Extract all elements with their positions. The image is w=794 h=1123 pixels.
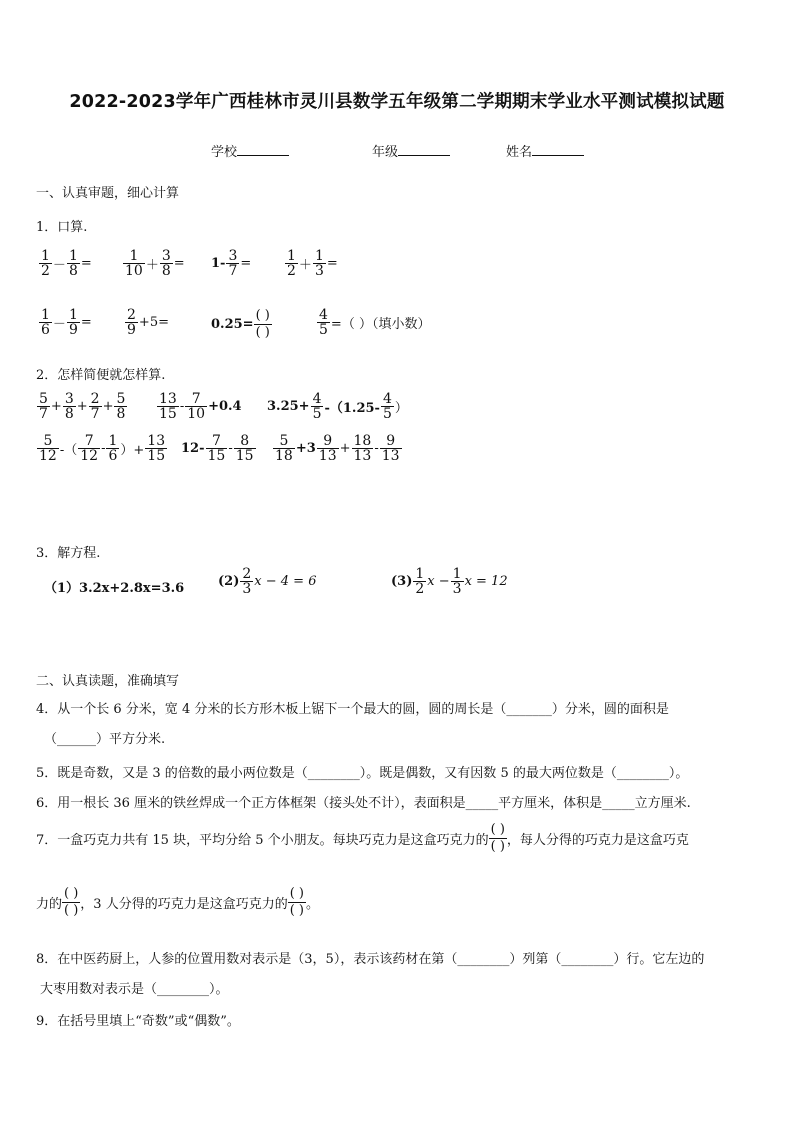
expression-text: － [52, 317, 66, 332]
q1-expr-4 [284, 249, 338, 278]
fraction [37, 434, 59, 463]
answer-paren: ( ) [289, 903, 304, 919]
school-label: 学校 [211, 145, 238, 160]
q8-line-1: 8．在中医药厨上，人参的位置用数对表示是（3，5），表示该药材在第（________）列第（________）行。它左边的 [36, 952, 705, 967]
fraction-numerator: 4 [382, 391, 392, 407]
fraction-denominator: 13 [318, 448, 337, 464]
q3-eq-3 [391, 567, 508, 596]
q7-line-1 [36, 822, 689, 856]
q1-expr-1 [38, 249, 92, 278]
fraction-denominator: 8 [161, 263, 171, 279]
expression-text: = [80, 315, 92, 330]
fraction-numerator: 3 [64, 391, 74, 407]
fraction [273, 434, 295, 463]
q6-text: 6．用一根长 36 厘米的铁丝焊成一个正方体框架（接头处不计），表面积是_____平方厘米，体积是_____立方厘米. [36, 796, 691, 811]
fraction-denominator: 3 [242, 581, 252, 597]
fraction-numerator: 2 [127, 307, 136, 323]
expression-text: - [179, 399, 185, 414]
school-field [211, 141, 289, 160]
fraction [157, 392, 179, 421]
fraction-denominator: 5 [319, 322, 328, 338]
fraction-numerator: 1 [41, 307, 50, 323]
q2-label: 2．怎样简便就怎样算. [36, 368, 166, 383]
fraction-numerator: 3 [161, 248, 171, 264]
fraction-numerator: 7 [84, 433, 94, 449]
fraction-denominator: 12 [39, 448, 57, 464]
fraction [63, 392, 76, 421]
q2-expr-4 [36, 434, 168, 463]
fraction [106, 434, 119, 463]
expression-text: x − [427, 574, 450, 589]
fraction-numerator: 2 [90, 391, 100, 407]
fraction-denominator: 13 [353, 448, 372, 464]
q7-line-2 [36, 886, 319, 920]
q4-line-2: （______）平方分米. [44, 732, 166, 747]
section-2-heading: 二、认真读题，准确填写 [36, 674, 180, 689]
expression-text: - [101, 441, 106, 456]
expression-text: = [80, 256, 92, 271]
expression-text: 3.25+ [267, 399, 310, 414]
fraction-numerator: 7 [191, 391, 201, 407]
answer-paren: ( ) [64, 903, 79, 919]
fraction [78, 434, 100, 463]
q1-expr-8 [316, 308, 430, 337]
fraction-denominator: 10 [187, 406, 206, 422]
fraction [380, 434, 402, 463]
answer-paren: ( ) [64, 886, 79, 901]
expression-text: + [76, 399, 88, 414]
expression-text: + [339, 441, 351, 456]
q5-text: 5．既是奇数，又是 3 的倍数的最小两位数是（________）。既是偶数，又有因数 5 的最大两位数是（________）。 [36, 766, 689, 781]
expression-text: x − 4 = 6 [254, 574, 317, 589]
expression-text: ，每人分得的巧克力是这盒巧克 [506, 833, 689, 849]
fraction-denominator: 15 [207, 448, 226, 464]
expression-text: ）+ [120, 443, 145, 458]
page-title: 2022-2023学年广西桂林市灵川县数学五年级第二学期期末学业水平测试模拟试题 [69, 92, 725, 112]
q1-expr-3 [211, 249, 251, 278]
fraction-denominator: 9 [127, 322, 136, 338]
answer-paren: ( ) [289, 886, 304, 901]
q1-label: 1．口算. [36, 220, 88, 235]
fraction [185, 392, 207, 421]
fraction-denominator: 6 [108, 448, 118, 464]
fraction-denominator: 15 [235, 448, 254, 464]
expression-text: -（ [59, 443, 78, 458]
fraction-denominator: 13 [381, 448, 400, 464]
fraction-numerator: 1 [68, 307, 78, 323]
q1-expr-7 [211, 308, 272, 342]
fraction-numerator: 13 [147, 433, 166, 449]
name-label: 姓名 [506, 145, 533, 160]
fraction [313, 249, 326, 278]
answer-paren: ( ) [255, 308, 270, 323]
expression-text: 力的 [36, 897, 63, 913]
expression-text: 0.25= [211, 317, 254, 333]
fraction-numerator: 13 [159, 391, 177, 407]
fraction-denominator: 10 [125, 263, 143, 279]
q3-eq-2 [218, 567, 316, 596]
fraction-numerator: 5 [39, 391, 48, 407]
fraction-denominator: 7 [39, 406, 48, 422]
fraction-numerator: 5 [279, 433, 289, 449]
fraction-denominator: 5 [312, 406, 322, 422]
fraction-numerator: 2 [242, 566, 252, 582]
fraction [234, 434, 256, 463]
fraction [311, 392, 324, 421]
fraction-numerator: 8 [240, 433, 250, 449]
expression-text: 12- [181, 441, 205, 456]
expression-text: +0.4 [208, 399, 242, 414]
expression-text: -（1.25- [324, 401, 380, 416]
name-blank [532, 143, 584, 156]
q2-expr-3 [267, 392, 408, 421]
q9-text: 9．在括号里填上“奇数”或“偶数”。 [36, 1014, 240, 1029]
q2-expr-5 [181, 434, 257, 463]
q8-line-2: 大枣用数对表示是（________）。 [40, 982, 229, 997]
fraction-numerator: 1 [452, 566, 462, 582]
fraction-denominator: 9 [68, 322, 78, 338]
fraction-denominator: 3 [314, 263, 324, 279]
fraction [451, 567, 464, 596]
fraction [89, 392, 102, 421]
expression-text [254, 308, 272, 342]
fraction [381, 392, 394, 421]
fraction-denominator: 8 [116, 406, 126, 422]
fraction-numerator: 4 [319, 307, 328, 323]
fraction [285, 249, 298, 278]
fraction [240, 567, 253, 596]
fraction-numerator: 9 [323, 433, 333, 449]
fraction [114, 392, 127, 421]
fraction-numerator: 9 [386, 433, 396, 449]
expression-text: - [374, 441, 379, 456]
fraction [67, 249, 80, 278]
expression-text: x = 12 [464, 574, 508, 589]
q7-fraction-blank-3 [288, 886, 306, 920]
fraction-numerator: 3 [228, 248, 238, 264]
fraction [145, 434, 167, 463]
q3-label: 3．解方程. [36, 546, 101, 561]
fraction [39, 308, 52, 337]
fraction-denominator: 2 [415, 581, 425, 597]
fraction [317, 308, 330, 337]
expression-text: +3 [295, 441, 316, 456]
school-blank [237, 143, 289, 156]
expression-text: 1- [211, 256, 226, 271]
fraction-numerator: 1 [68, 248, 78, 264]
fraction [206, 434, 228, 463]
fraction-numerator: 1 [287, 248, 296, 264]
expression-text: － [52, 258, 66, 273]
q7-fraction-blank-2 [62, 886, 80, 920]
fraction-denominator: 5 [382, 406, 392, 422]
fraction-numerator: 1 [314, 248, 324, 264]
grade-blank [398, 143, 450, 156]
fraction-denominator: 2 [287, 263, 296, 279]
fraction [352, 434, 374, 463]
expression-text: =（ ）（填小数） [330, 317, 431, 332]
expression-text: = [173, 256, 185, 271]
expression-text: 。 [305, 897, 319, 913]
fraction-denominator: 8 [64, 406, 74, 422]
expression-text: = [326, 256, 338, 271]
fraction [226, 249, 239, 278]
expression-text: + [50, 399, 62, 414]
q4-line-1: 4．从一个长 6 分米，宽 4 分米的长方形木板上锯下一个最大的圆，圆的周长是（_______）分米，圆的面积是 [36, 702, 669, 717]
fraction-numerator: 4 [312, 391, 322, 407]
expression-text: 7．一盒巧克力共有 15 块，平均分给 5 个小朋友。每块巧克力是这盒巧克力的 [36, 833, 489, 849]
fraction-denominator: 6 [41, 322, 50, 338]
expression-text: ，3 人分得的巧克力是这盒巧克力的 [80, 897, 288, 913]
q2-expr-2 [156, 392, 242, 421]
fraction [125, 308, 138, 337]
fraction [160, 249, 173, 278]
fraction-numerator: 1 [108, 433, 118, 449]
fraction-denominator: 12 [80, 448, 99, 464]
fraction-numerator: 5 [116, 391, 126, 407]
fraction-denominator: 7 [228, 263, 238, 279]
section-1-heading: 一、认真审题，细心计算 [36, 186, 180, 201]
fraction [123, 249, 145, 278]
q3-eq-1: （1）3.2x+2.8x=3.6 [44, 581, 185, 596]
fraction-numerator: 1 [415, 566, 425, 582]
answer-paren: ( ) [490, 822, 505, 837]
fraction-numerator: 5 [43, 433, 53, 449]
fraction-denominator: 18 [275, 448, 293, 464]
grade-field [372, 141, 450, 160]
expression-text: + [102, 399, 114, 414]
fraction-numerator: 1 [41, 248, 50, 264]
fraction-denominator: 2 [41, 263, 50, 279]
answer-paren: ( ) [490, 839, 505, 855]
fraction [39, 249, 52, 278]
fraction-numerator: 1 [129, 248, 139, 264]
q2-expr-6 [272, 434, 403, 463]
expression-text: (2) [218, 574, 240, 589]
fraction-denominator: 3 [452, 581, 462, 597]
expression-text: (3) [391, 574, 413, 589]
q7-fraction-blank-1 [489, 822, 507, 856]
grade-label: 年级 [372, 145, 399, 160]
q1-expr-2 [122, 249, 185, 278]
fraction-numerator: 7 [211, 433, 221, 449]
fraction [37, 392, 50, 421]
expression-text: = [240, 256, 252, 271]
q1-expr-6 [124, 308, 169, 337]
fraction-numerator: 18 [353, 433, 372, 449]
fraction [67, 308, 80, 337]
fraction-denominator: 15 [159, 406, 177, 422]
expression-text: ＋ [145, 258, 159, 273]
fraction-denominator: 15 [147, 448, 166, 464]
expression-text: ＋ [298, 258, 312, 273]
expression-text: - [228, 441, 233, 456]
fraction-denominator: 7 [90, 406, 100, 422]
name-field [506, 141, 584, 160]
expression-text: +5= [138, 315, 169, 330]
q1-expr-5 [38, 308, 92, 337]
fraction-denominator: 8 [68, 263, 78, 279]
answer-paren: ( ) [255, 325, 270, 341]
q2-expr-1 [36, 392, 128, 421]
fraction [413, 567, 426, 596]
fraction [317, 434, 339, 463]
expression-text: ） [394, 401, 408, 416]
